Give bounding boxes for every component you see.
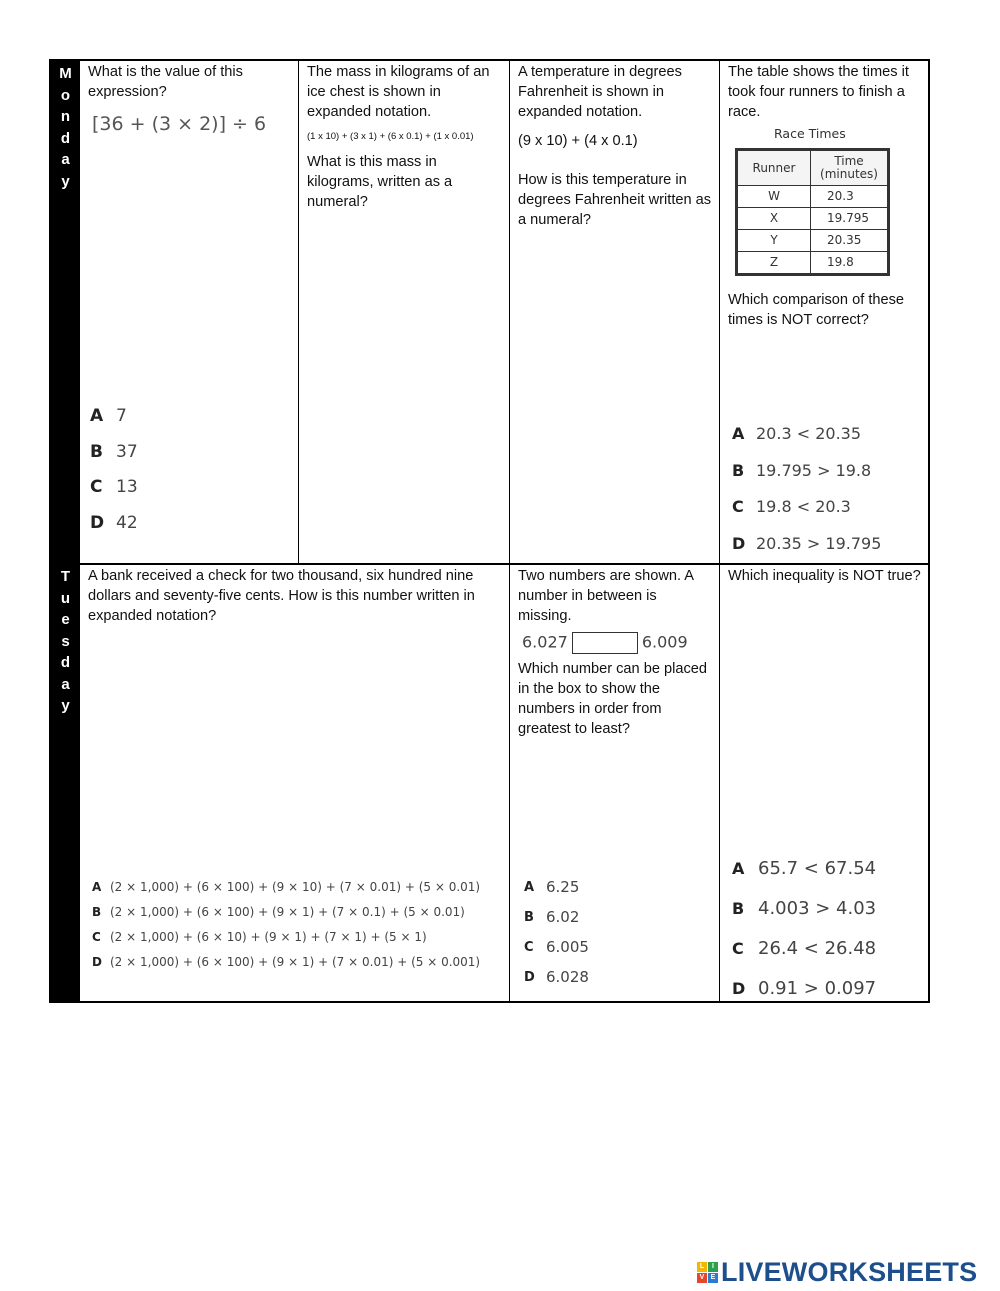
race-times-title: Race Times — [774, 126, 846, 142]
choice-b[interactable]: B 6.02 — [524, 908, 580, 926]
tuesday-question-2 — [509, 565, 720, 1001]
answer-choices — [90, 407, 138, 549]
expanded-notation: (9 x 10) + (4 x 0.1) — [518, 133, 638, 150]
math-expression: [36 + (3 × 2)] ÷ 6 — [92, 112, 267, 135]
day-label-tuesday — [51, 565, 80, 1002]
question-prompt: The mass in kilograms of an ice chest is shown in expanded notation. — [307, 64, 490, 120]
day-letter: y — [61, 172, 70, 190]
choice-c[interactable]: C (2 × 1,000) + (6 × 10) + (9 × 1) + (7 × 1) + (5 × 1) — [92, 930, 427, 944]
col-header-runner: Runner — [738, 151, 811, 186]
monday-question-4 — [719, 61, 930, 563]
table-row: X 19.795 — [738, 208, 888, 230]
day-letter: d — [60, 654, 71, 671]
day-letter: d — [60, 129, 71, 147]
race-times-table — [735, 148, 890, 276]
logo-text: LIVEWORKSHEETS — [721, 1256, 978, 1287]
table-row: Y 20.35 — [738, 230, 888, 252]
choice-b[interactable]: B (2 × 1,000) + (6 × 100) + (9 × 1) + (7 × 0.1) + (5 × 0.01) — [92, 905, 465, 919]
choice-c[interactable]: C 13 — [90, 477, 138, 497]
question-prompt: A bank received a check for two thousand, six hundred nine dollars and seventy-five cents. How is this number written in expanded notation? — [88, 568, 475, 624]
tuesday-question-1 — [80, 565, 510, 1001]
question-text: Which number can be placed in the box to show the numbers in order from greatest to least? — [518, 661, 708, 737]
right-number: 6.009 — [641, 632, 688, 652]
tuesday-question-3 — [719, 565, 930, 1001]
choice-a[interactable]: A 7 — [90, 406, 127, 426]
answer-choices — [524, 878, 589, 998]
monday-question-1 — [80, 61, 299, 563]
answer-choices — [732, 424, 881, 570]
question-prompt: The table shows the times it took four runners to finish a race. — [728, 64, 909, 120]
day-letter: T — [60, 568, 71, 585]
monday-question-3 — [509, 61, 720, 563]
choice-c[interactable]: C 26.4 < 26.48 — [732, 938, 877, 959]
liveworksheets-logo — [697, 1257, 977, 1287]
left-number: 6.027 — [522, 632, 568, 652]
choice-d[interactable]: D 20.35 > 19.795 — [732, 533, 882, 553]
day-letter: s — [61, 632, 70, 650]
day-letter: u — [60, 589, 71, 607]
choice-d[interactable]: D 42 — [90, 512, 138, 533]
question-prompt: Which inequality is NOT true? — [728, 568, 921, 584]
choice-d[interactable]: D 0.91 > 0.097 — [732, 978, 877, 999]
table-row: Z 19.8 — [738, 252, 888, 274]
choice-b[interactable]: B 37 — [90, 441, 138, 462]
question-text: Which comparison of these times is NOT correct? — [728, 291, 905, 328]
choice-a[interactable]: A 20.3 < 20.35 — [732, 424, 862, 443]
logo-mark-icon: L I V E — [697, 1262, 718, 1283]
choice-c[interactable]: C 6.005 — [524, 938, 589, 956]
question-prompt: What is the value of this expression? — [88, 64, 243, 100]
day-label-monday — [51, 61, 80, 565]
expanded-notation: (1 x 10) + (3 x 1) + (6 x 0.1) + (1 x 0.01) — [307, 131, 474, 143]
choice-b[interactable]: B 19.795 > 19.8 — [732, 460, 872, 480]
choice-a[interactable]: A (2 × 1,000) + (6 × 100) + (9 × 10) + (7 × 0.01) + (5 × 0.01) — [92, 880, 481, 894]
table-row: W 20.3 — [738, 186, 888, 208]
day-letter: o — [60, 86, 71, 104]
monday-question-2 — [298, 61, 510, 563]
day-letter: M — [59, 65, 72, 82]
day-letter: e — [61, 611, 70, 628]
worksheet-table — [49, 59, 930, 1003]
choice-d[interactable]: D 6.028 — [524, 968, 589, 986]
day-letter: a — [61, 151, 70, 168]
question-prompt: A temperature in degrees Fahrenheit is shown in expanded notation. — [518, 64, 682, 120]
day-letter: a — [61, 675, 70, 693]
answer-choices — [732, 859, 876, 1019]
question-prompt: Two numbers are shown. A number in between is missing. — [518, 568, 694, 624]
choice-b[interactable]: B 4.003 > 4.03 — [732, 898, 877, 919]
choice-a[interactable]: A 65.7 < 67.54 — [732, 858, 877, 879]
choice-c[interactable]: C 19.8 < 20.3 — [732, 497, 851, 516]
number-sequence — [522, 632, 714, 654]
choice-d[interactable]: D (2 × 1,000) + (6 × 100) + (9 × 1) + (7 × 0.01) + (5 × 0.001) — [92, 955, 481, 969]
col-header-time: Time (minutes) — [811, 151, 888, 186]
question-text: How is this temperature in degrees Fahrenheit written as a numeral? — [518, 172, 712, 228]
question-text: What is this mass in kilograms, written as a numeral? — [307, 154, 453, 210]
choice-a[interactable]: A 6.25 — [524, 878, 580, 896]
day-letter: n — [60, 108, 71, 125]
answer-choices — [92, 878, 480, 978]
day-letter: y — [61, 697, 70, 714]
answer-box[interactable] — [572, 632, 638, 654]
